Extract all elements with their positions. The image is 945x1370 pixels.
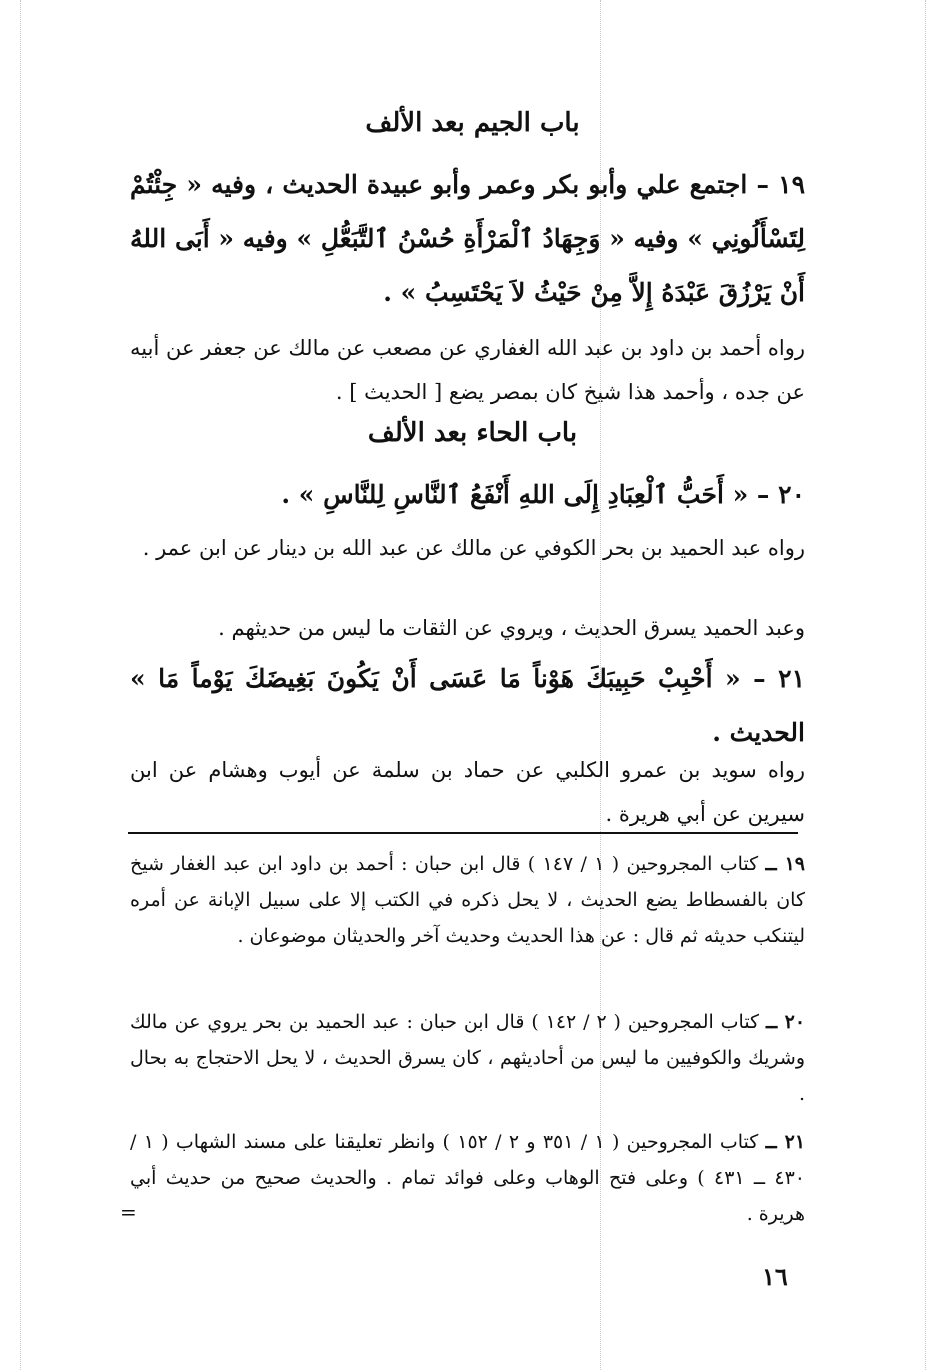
page-number: ١٦	[762, 1262, 788, 1291]
narration-20-comment: وعبد الحميد يسرق الحديث ، ويروي عن الثقات ما ليس من حديثهم .	[218, 616, 805, 640]
footnote-20	[130, 1004, 805, 1112]
footnote-number: ١٩ ــ	[765, 853, 806, 875]
narration-21: رواه سويد بن عمرو الكلبي عن حماد بن سلمة عن أيوب وهشام عن ابن سيرين عن أبي هريرة .	[130, 758, 805, 826]
footnote-number: ٢١ ــ	[765, 1131, 806, 1153]
hadith-number: ٢١	[778, 664, 805, 693]
footnote-text: كتاب المجروحين ( ١ / ١٤٧ ) قال ابن حبان : أحمد بن داود ابن عبد الغفار شيخ كان بالفسطاط يضع الحديث ، لا يحل ذكره في الكتب إلا على سبيل الإبانة عن أمره ليتنكب حديثه ثم قال : عن هذا الحديث وحديث آخر والحديثان موضوعان .	[130, 853, 805, 947]
chapter-heading-jim: باب الجيم بعد الألف	[365, 108, 580, 138]
hadith-number: ٢٠	[778, 480, 805, 509]
continuation-mark: =	[120, 1200, 137, 1224]
narration-19: رواه أحمد بن داود بن عبد الله الغفاري عن مصعب عن مالك عن جعفر عن أبيه عن جده ، وأحمد هذا شيخ كان بمصر يضع [ الحديث ] .	[130, 336, 805, 404]
narration-20: رواه عبد الحميد بن بحر الكوفي عن مالك عن عبد الله بن دينار عن ابن عمر .	[142, 536, 805, 560]
footnote-text: كتاب المجروحين ( ١ / ٣٥١ و ٢ / ١٥٢ ) وانظر تعليقنا على مسند الشهاب ( ١ / ٤٣٠ ــ ٤٣١ ) وعلى فتح الوهاب وعلى فوائد تمام . والحديث صحيح من حديث أبي هريرة .	[130, 1131, 805, 1225]
footnote-text: كتاب المجروحين ( ٢ / ١٤٢ ) قال ابن حبان : عبد الحميد بن بحر يروي عن مالك وشريك والكوفيين ما ليس من أحاديثهم ، كان يسرق الحديث ، لا يحل الاحتجاج به بحال .	[130, 1011, 805, 1105]
hadith-21	[130, 652, 805, 760]
chapter-heading-ha: باب الحاء بعد الألف	[367, 418, 578, 448]
scan-guide-line	[20, 0, 21, 1370]
footnote-number: ٢٠ ــ	[766, 1011, 806, 1033]
footnote-separator	[128, 832, 798, 834]
hadith-number: ١٩	[778, 170, 805, 199]
hadith-text: – اجتمع علي وأبو بكر وعمر وأبو عبيدة الحديث ، وفيه « جِئْتُمْ لِتَسْأَلُونِي » وفيه « وَجِهَادُ ٱلْمَرْأَةِ حُسْنُ ٱلتَّبَعُّلِ » وفيه « أَبَى اللهُ أَنْ يَرْزُقَ عَبْدَهُ إِلاَّ مِنْ حَيْثُ لاَ يَحْتَسِبُ » .	[130, 170, 805, 307]
hadith-19	[130, 158, 805, 320]
hadith-20	[130, 468, 805, 522]
hadith-text: – « أَحَبُّ ٱلْعِبَادِ إِلَى اللهِ أَنْفَعُ ٱلنَّاسِ لِلنَّاسِ » .	[281, 480, 770, 509]
hadith-text: – « أَحْبِبْ حَبِيبَكَ هَوْناً مَا عَسَى أَنْ يَكُونَ بَغِيضَكَ يَوْماً مَا » الحديث .	[130, 664, 805, 747]
scan-guide-line	[925, 0, 926, 1370]
footnote-19	[130, 846, 805, 954]
footnote-21	[130, 1124, 805, 1232]
